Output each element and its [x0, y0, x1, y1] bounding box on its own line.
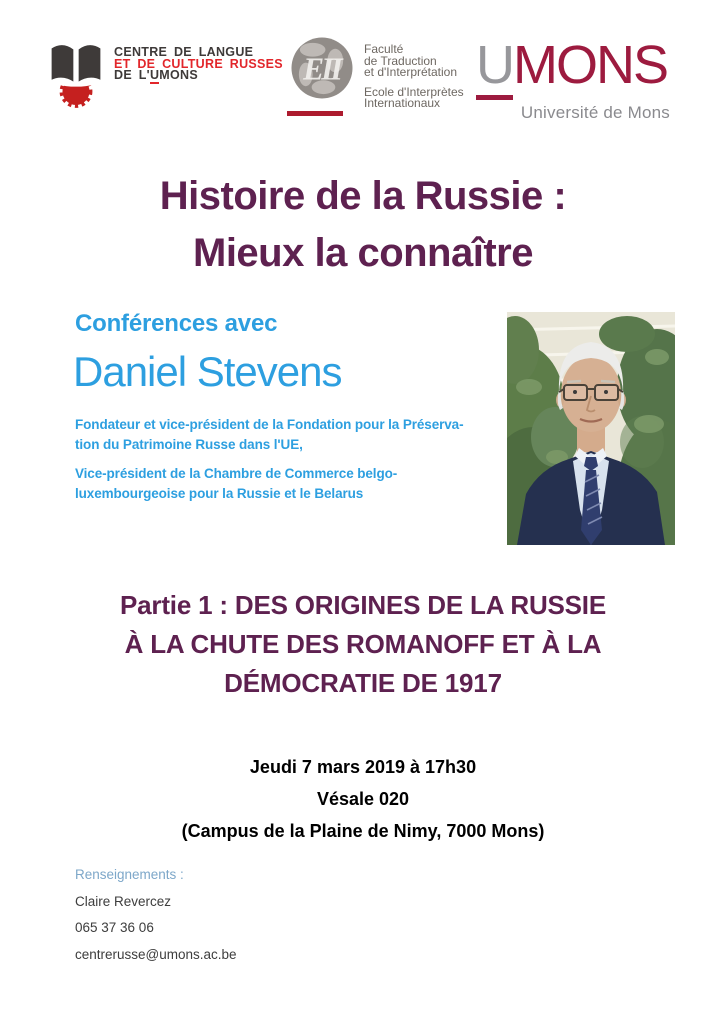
- page-title-line1: Histoire de la Russie :: [159, 174, 567, 218]
- fti-faculty-line3: et d'Interprétation: [364, 65, 458, 79]
- fti-school-line1: Ecole d'Interprètes: [364, 84, 464, 99]
- centre-logo-line3: DE L'UMONS: [114, 68, 198, 82]
- contact-name: Claire Revercez: [75, 893, 172, 909]
- underlined-u: U: [149, 68, 160, 82]
- conference-intro: Conférences avec: [75, 310, 278, 337]
- fti-faculty-line2: de Traduction: [364, 53, 437, 68]
- event-room: Vésale 020: [316, 789, 410, 809]
- contact-email: centrerusse@umons.ac.be: [75, 946, 237, 962]
- fti-school-line2: Internationaux: [364, 96, 441, 110]
- fti-red-bar: [287, 111, 343, 116]
- part-heading: [0, 586, 726, 703]
- umons-u: U: [476, 40, 513, 100]
- contact-phone: 065 37 36 06: [75, 920, 154, 935]
- umons-wordmark: [476, 35, 670, 100]
- speaker-bio-1-line1: Fondateur et vice-président de la Fondation pour la Préserva-: [75, 417, 464, 432]
- part-heading-line3: DÉMOCRATIE DE 1917: [224, 668, 502, 698]
- centre-logo-line1: CENTRE DE LANGUE: [114, 45, 254, 59]
- speaker-bio-1: [75, 415, 525, 455]
- speaker-bio-2-line1: Vice-président de la Chambre de Commerce belgo-: [75, 466, 398, 481]
- event-campus: (Campus de la Plaine de Nimy, 7000 Mons): [181, 821, 545, 841]
- event-details: [0, 751, 726, 847]
- umons-logo: [476, 35, 670, 123]
- speaker-bio-2: [75, 464, 525, 504]
- centre-logo-line2: ET DE CULTURE RUSSES: [114, 56, 283, 71]
- umons-subtitle: Université de Mons: [520, 103, 670, 122]
- event-datetime: Jeudi 7 mars 2019 à 17h30: [249, 757, 477, 777]
- umons-mons: MONS: [513, 35, 667, 95]
- fti-eii-logo: [291, 37, 464, 116]
- contact-label: Renseignements :: [75, 867, 184, 882]
- page-title: [0, 168, 726, 282]
- fti-faculty-line1: Faculté: [364, 42, 404, 56]
- page-title-line2: Mieux la connaître: [193, 231, 533, 275]
- open-book-gear-icon: [48, 42, 104, 117]
- part-heading-line1: Partie 1 : DES ORIGINES DE LA RUSSIE: [120, 590, 606, 620]
- centre-russe-logo: [48, 42, 283, 117]
- speaker-photo: [507, 312, 675, 545]
- speaker-name: Daniel Stevens: [73, 348, 342, 395]
- speaker-bio-2-line2: luxembourgeoise pour la Russie et le Belarus: [75, 486, 364, 501]
- speaker-bio-1-line2: tion du Patrimoine Russe dans l'UE,: [75, 437, 303, 452]
- eii-acronym: EII: [303, 51, 340, 87]
- part-heading-line2: À LA CHUTE DES ROMANOFF ET À LA: [124, 629, 602, 659]
- eii-globe-icon: [291, 37, 353, 104]
- contact-info: [75, 862, 237, 968]
